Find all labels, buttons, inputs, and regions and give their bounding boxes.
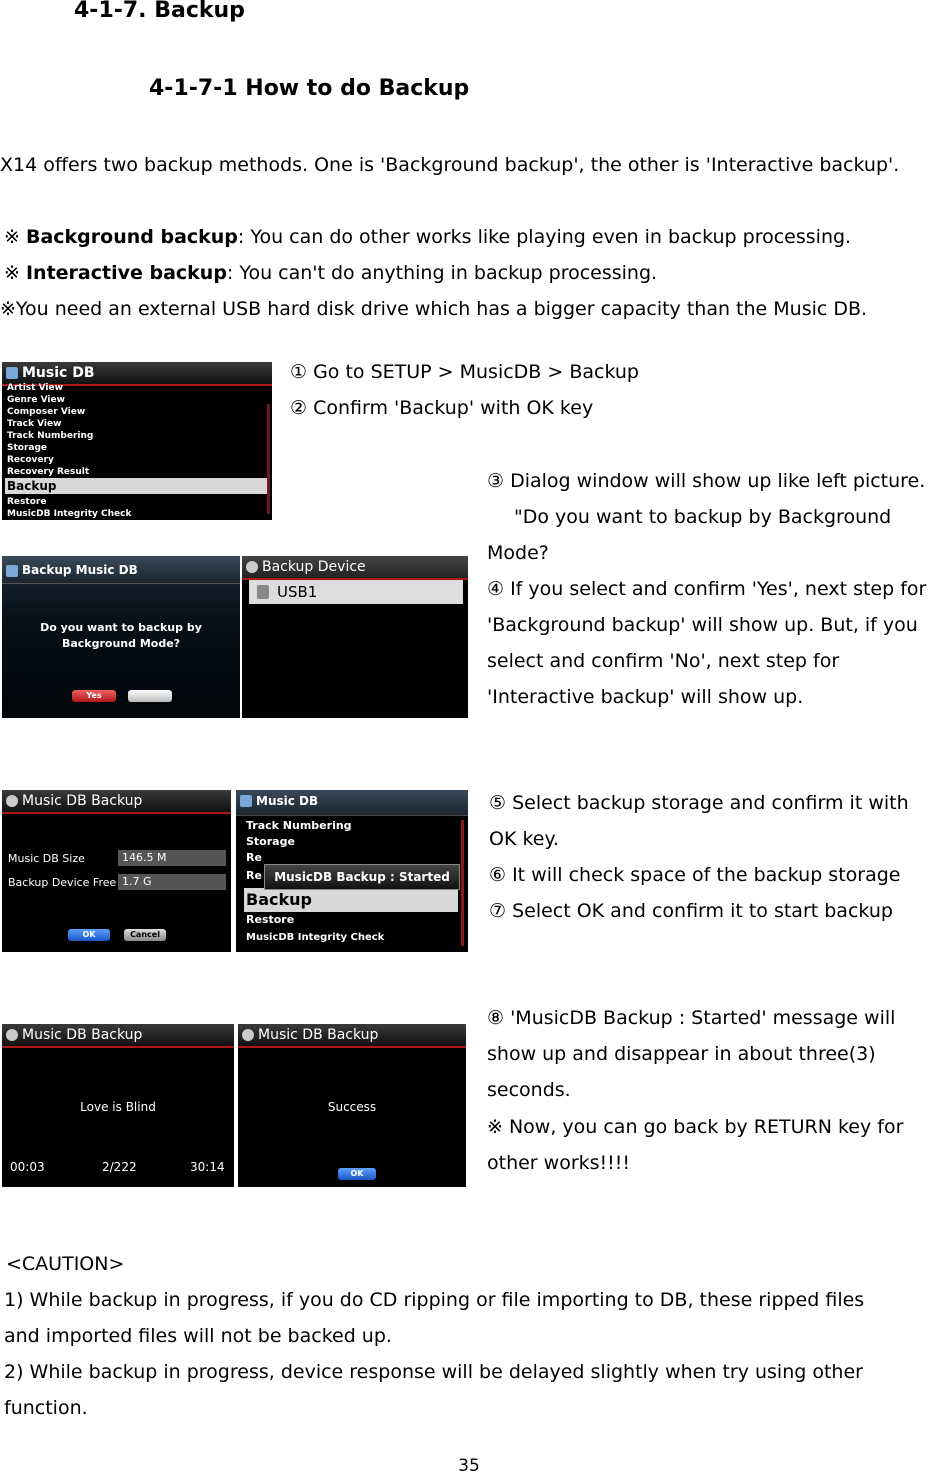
caution-line-3: 2) While backup in progress, device response will be delayed slightly when try using other <box>4 1361 863 1383</box>
caution-line-4: function. <box>4 1397 88 1419</box>
screen-title-bar <box>2 790 231 814</box>
screen-backup-device <box>242 556 468 718</box>
usb-icon <box>257 585 269 599</box>
menu-item-selected: Backup <box>244 888 458 912</box>
cancel-button: Cancel <box>124 929 166 941</box>
screen-music-db-menu <box>2 362 272 520</box>
menu-item: MusicDB Integrity Check <box>246 932 385 943</box>
total-time: 30:14 <box>190 1160 225 1174</box>
ok-button: OK <box>68 929 110 941</box>
elapsed-time: 00:03 <box>10 1160 45 1174</box>
dialog-message-line: Do you want to backup by <box>40 621 202 634</box>
device-icon <box>242 1029 254 1041</box>
screen-title: Music DB Backup <box>258 1027 379 1043</box>
menu-item: Recovery <box>7 455 54 465</box>
step-1: ① Go to SETUP > MusicDB > Backup <box>290 361 639 383</box>
caution-line-2: and imported files will not be backed up. <box>4 1325 392 1347</box>
step-4-line-4: 'Interactive backup' will show up. <box>487 686 804 708</box>
no-button <box>128 690 172 702</box>
screen-title-bar <box>242 556 468 580</box>
section-title: 4-1-7. Backup <box>74 0 245 23</box>
note-mark: ※ <box>4 226 26 248</box>
note-bold: Background backup <box>25 226 238 248</box>
step-4-line-1: ④ If you select and confirm 'Yes', next step for <box>487 578 927 600</box>
track-name: Love is Blind <box>80 1100 156 1114</box>
step-7: ⑦ Select OK and confirm it to start backup <box>489 900 893 922</box>
track-count: 2/222 <box>102 1160 137 1174</box>
menu-item: Storage <box>246 835 295 848</box>
step-8-line-5: other works!!!! <box>487 1152 631 1174</box>
screen-title-bar <box>2 556 240 584</box>
screen-title: Backup Device <box>262 559 366 575</box>
screen-title: Music DB Backup <box>22 1027 143 1043</box>
caution-title: <CAUTION> <box>6 1253 125 1275</box>
screen-music-db-backup-sizes <box>2 790 231 952</box>
step-6: ⑥ It will check space of the backup storage <box>489 864 901 886</box>
note-bold: Interactive backup <box>25 262 227 284</box>
step-5-line-1: ⑤ Select backup storage and confirm it with <box>489 792 909 814</box>
caution-line-1: 1) While backup in progress, if you do CD ripping or file importing to DB, these ripped files <box>4 1289 865 1311</box>
device-icon <box>246 561 258 573</box>
subsection-title: 4-1-7-1 How to do Backup <box>149 76 470 101</box>
step-8-line-4: ※ Now, you can go back by RETURN key for <box>487 1116 904 1138</box>
note-text: : You can do other works like playing even in backup processing. <box>237 226 852 248</box>
note-usb: ※You need an external USB hard disk drive which has a bigger capacity than the Music DB. <box>0 298 868 320</box>
scrollbar <box>461 820 464 946</box>
menu-item: Restore <box>7 497 47 507</box>
device-icon <box>6 795 18 807</box>
step-8-line-2: show up and disappear in about three(3) <box>487 1043 876 1065</box>
screen-title: Music DB <box>22 365 95 381</box>
grid-icon <box>6 565 18 577</box>
size-value: 146.5 M <box>118 850 226 866</box>
screen-title-bar <box>236 790 468 816</box>
note-text: : You can't do anything in backup processing. <box>226 262 658 284</box>
menu-item: Re <box>246 851 262 864</box>
step-4-line-2: 'Background backup' will show up. But, if you <box>487 614 918 636</box>
screen-backup-dialog <box>2 556 240 718</box>
ok-button: OK <box>338 1168 376 1180</box>
scrollbar <box>267 404 270 514</box>
step-3-line-1: ③ Dialog window will show up like left picture. <box>487 470 926 492</box>
menu-item: Artist View <box>7 383 63 393</box>
menu-item: Storage <box>7 443 48 453</box>
menu-item: Track View <box>7 419 62 429</box>
free-value: 1.7 G <box>118 874 226 890</box>
step-2: ② Confirm 'Backup' with OK key <box>290 397 594 419</box>
menu-item: Restore <box>246 913 295 926</box>
intro-text: X14 offers two backup methods. One is 'Background backup', the other is 'Interactive backup'. <box>0 154 900 176</box>
free-label: Backup Device Free <box>8 876 117 889</box>
dialog-message <box>2 620 240 652</box>
screen-title-bar <box>2 1024 234 1048</box>
screen-title-bar <box>238 1024 466 1048</box>
step-3-line-3: Mode? <box>487 542 549 564</box>
step-5-line-2: OK key. <box>489 828 560 850</box>
note-interactive <box>4 255 657 291</box>
step-8-line-3: seconds. <box>487 1079 571 1101</box>
step-4-line-3: select and confirm 'No', next step for <box>487 650 840 672</box>
menu-item: Track Numbering <box>7 431 94 441</box>
device-icon <box>6 1029 18 1041</box>
menu-item-selected: Backup <box>5 478 267 494</box>
size-label: Music DB Size <box>8 852 85 865</box>
note-background <box>4 219 851 255</box>
music-db-icon <box>240 795 252 807</box>
note-mark: ※ <box>4 262 26 284</box>
device-item-label: USB1 <box>277 583 318 601</box>
menu-item: Composer View <box>7 407 86 417</box>
started-popup: MusicDB Backup : Started <box>264 864 460 890</box>
screen-title: Music DB Backup <box>22 793 143 809</box>
step-3-line-2: "Do you want to backup by Background <box>514 506 892 528</box>
screen-title: Backup Music DB <box>22 563 138 577</box>
screen-backup-started <box>236 790 468 952</box>
screen-backup-success <box>238 1024 466 1187</box>
menu-item: Track Numbering <box>246 819 352 832</box>
menu-item: Genre View <box>7 395 65 405</box>
yes-button: Yes <box>72 690 116 702</box>
menu-item: Recovery Result <box>7 467 90 477</box>
music-db-icon <box>6 367 18 379</box>
menu-item: MusicDB Integrity Check <box>7 509 132 519</box>
dialog-message-line: Background Mode? <box>61 637 181 650</box>
page-number: 35 <box>458 1456 480 1474</box>
device-item-selected <box>249 580 463 604</box>
success-message: Success <box>327 1100 377 1114</box>
step-8-line-1: ⑧ 'MusicDB Backup : Started' message will <box>487 1007 896 1029</box>
menu-item: Re <box>246 869 262 882</box>
screen-backup-progress <box>2 1024 234 1187</box>
screen-title: Music DB <box>256 794 319 808</box>
